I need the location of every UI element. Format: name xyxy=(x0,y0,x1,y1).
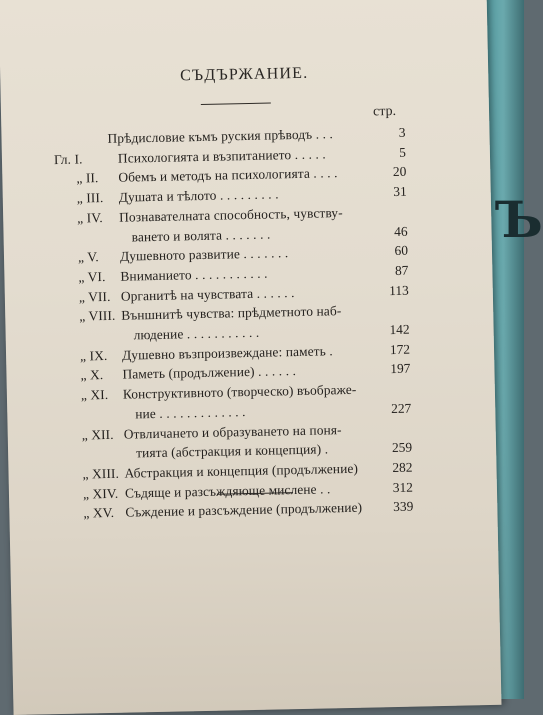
toc-chapter-number: Гл. I. xyxy=(53,151,83,167)
toc-chapter-number: „ IX. xyxy=(79,347,108,364)
toc-chapter-number: „ XII. xyxy=(81,426,114,443)
toc-entry-title: Органитѣ на чувствата . . . . . . xyxy=(120,284,295,304)
toc-entry-title: тията (абстракция и концепция) . xyxy=(135,441,329,461)
toc-page-number: 46 xyxy=(393,223,408,239)
toc-page-number: 312 xyxy=(392,479,414,495)
toc-entry-title: Външнитѣ чувства: прѣдметното наб- xyxy=(121,303,342,323)
toc-entry-title: Съдяще и разсъждяюще мислене . . xyxy=(124,480,331,501)
toc-chapter-number: „ XIII. xyxy=(82,465,120,482)
cover-letter-mark: Ъ xyxy=(495,190,543,249)
toc-page-number: 259 xyxy=(391,439,413,456)
page-title: СЪДЪРЖАНИЕ. xyxy=(179,64,309,85)
pages-column-label: стр. xyxy=(372,103,397,120)
toc-page-number: 60 xyxy=(394,242,409,259)
toc-page-number: 197 xyxy=(390,361,411,377)
toc-chapter-number: „ XI. xyxy=(80,387,109,403)
toc-page-number: 87 xyxy=(394,262,409,278)
toc-entry-title: Абстракция и концепция (продължение) xyxy=(124,460,359,481)
toc-chapter-number: „ VII. xyxy=(78,288,111,305)
toc-chapter-number: „ III. xyxy=(76,190,104,206)
toc-chapter-number: „ XV. xyxy=(83,505,115,521)
toc-page-number: 142 xyxy=(389,321,410,338)
toc-chapter-number: „ X. xyxy=(80,367,104,383)
toc-chapter-number: „ XIV. xyxy=(82,485,119,502)
toc-page-number: 282 xyxy=(392,459,413,475)
toc-entry-title: Паметь (продължение) . . . . . . xyxy=(122,363,297,383)
toc-entry-title: Психологията и възпитанието . . . . . xyxy=(117,146,326,166)
toc-page-number: 3 xyxy=(398,124,406,140)
toc-chapter-number: „ II. xyxy=(76,170,99,186)
toc-entry-title: Конструктивното (творческо) въображе- xyxy=(122,381,357,402)
toc-page-number: 227 xyxy=(391,400,412,416)
toc-chapter-number: „ VI. xyxy=(78,268,106,285)
toc-entry-title: Познавателната способность, чувству- xyxy=(119,204,343,225)
toc-chapter-number: „ VIII. xyxy=(79,308,116,324)
toc-page-number: 113 xyxy=(389,282,409,298)
toc-entry-title: Съждение и разсъждение (продължение) xyxy=(125,499,363,520)
toc-entry-title: Обемъ и методъ на психологията . . . . xyxy=(118,165,338,186)
title-divider xyxy=(201,103,271,105)
toc-entry-title: Вниманието . . . . . . . . . . . xyxy=(120,265,268,284)
toc-entry-title: Отвличането и образуването на поня- xyxy=(123,421,342,442)
toc-chapter-number: „ IV. xyxy=(77,209,103,226)
toc-entry-title: Душевно възпроизвеждане: паметь . xyxy=(121,342,333,363)
toc-entry-title: Прѣдисловие къмъ руския прѣводъ . . . xyxy=(107,126,334,146)
toc-entry-title: ние . . . . . . . . . . . . . xyxy=(135,403,246,422)
toc-chapter-number: „ V. xyxy=(77,249,99,265)
toc-page-number: 339 xyxy=(393,498,414,515)
toc-entry-title: ването и волята . . . . . . . xyxy=(131,226,271,244)
toc-entry-title: людение . . . . . . . . . . . xyxy=(133,324,260,343)
toc-entry-title: Душевното развитие . . . . . . . xyxy=(119,245,289,264)
toc-entry-title: Душата и тѣлото . . . . . . . . . xyxy=(118,186,279,205)
toc-page-number: 20 xyxy=(392,164,407,180)
toc-page-number: 172 xyxy=(389,341,411,357)
toc-page-number: 31 xyxy=(393,183,407,200)
toc-page-number: 5 xyxy=(399,144,407,160)
